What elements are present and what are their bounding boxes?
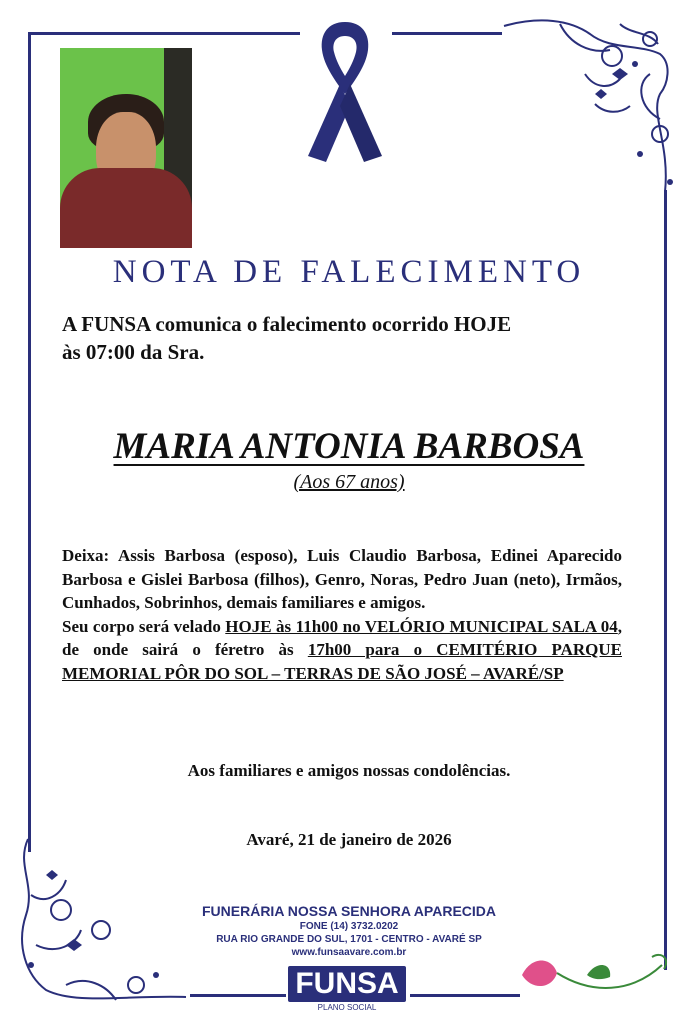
deceased-age: (Aos 67 anos) [293,471,405,493]
frame-right [664,190,667,970]
dateline: Avaré, 21 de janeiro de 2026 [246,830,452,849]
wake-mid: , de onde sairá o féretro às [62,616,622,659]
details-text [62,544,622,685]
wake-place: HOJE às 11h00 no VELÓRIO MUNICIPAL SALA 04 [225,616,618,636]
frame-top-left [28,32,300,35]
footer-phone: FONE (14) 3732.0202 [299,921,399,932]
page-title: NOTA DE FALECIMENTO [112,254,586,290]
deceased-name-block [0,425,698,468]
wake-prefix: Seu corpo será velado [62,616,226,636]
logo-subtitle: PLANO SOCIAL [317,1003,377,1012]
condolences-text: Aos familiares e amigos nossas condolências. [187,761,511,780]
frame-top-right [392,32,502,35]
floral-corner-top-right-icon [500,14,680,199]
funsa-logo [288,966,406,1014]
family-list: Deixa: Assis Barbosa (esposo), Luis Claudio Barbosa, Edinei Aparecido Barbosa e Gislei Barbosa (filhos), Genro, Noras, Pedro Juan (neto), Irmãos, Cunhados, Sobrinhos, demais familiares e amigos. [62,546,622,612]
footer-company: FUNERÁRIA NOSSA SENHORA APARECIDA [201,903,496,919]
mourning-ribbon-icon [300,14,390,164]
departure-info: 17h00 para o CEMITÉRIO PARQUE MEMORIAL PÔR DO SOL – TERRAS DE SÃO JOSÉ – AVARÉ/SP [62,640,622,683]
logo-text: FUNSA [288,966,406,1002]
intro-line-1: A FUNSA comunica o falecimento ocorrido HOJE [62,312,512,336]
intro-text [62,310,622,366]
deceased-age-block [0,471,698,494]
frame-bottom-left [190,994,286,997]
intro-line-2: às 07:00 da Sra. [62,340,205,364]
deceased-photo [60,48,192,248]
frame-bottom-right [410,994,520,997]
footer-address: RUA RIO GRANDE DO SUL, 1701 - CENTRO - AVARÉ SP [216,934,482,945]
deceased-name: MARIA ANTONIA BARBOSA [113,426,585,467]
footer-website[interactable]: www.funsaavare.com.br [291,947,407,958]
